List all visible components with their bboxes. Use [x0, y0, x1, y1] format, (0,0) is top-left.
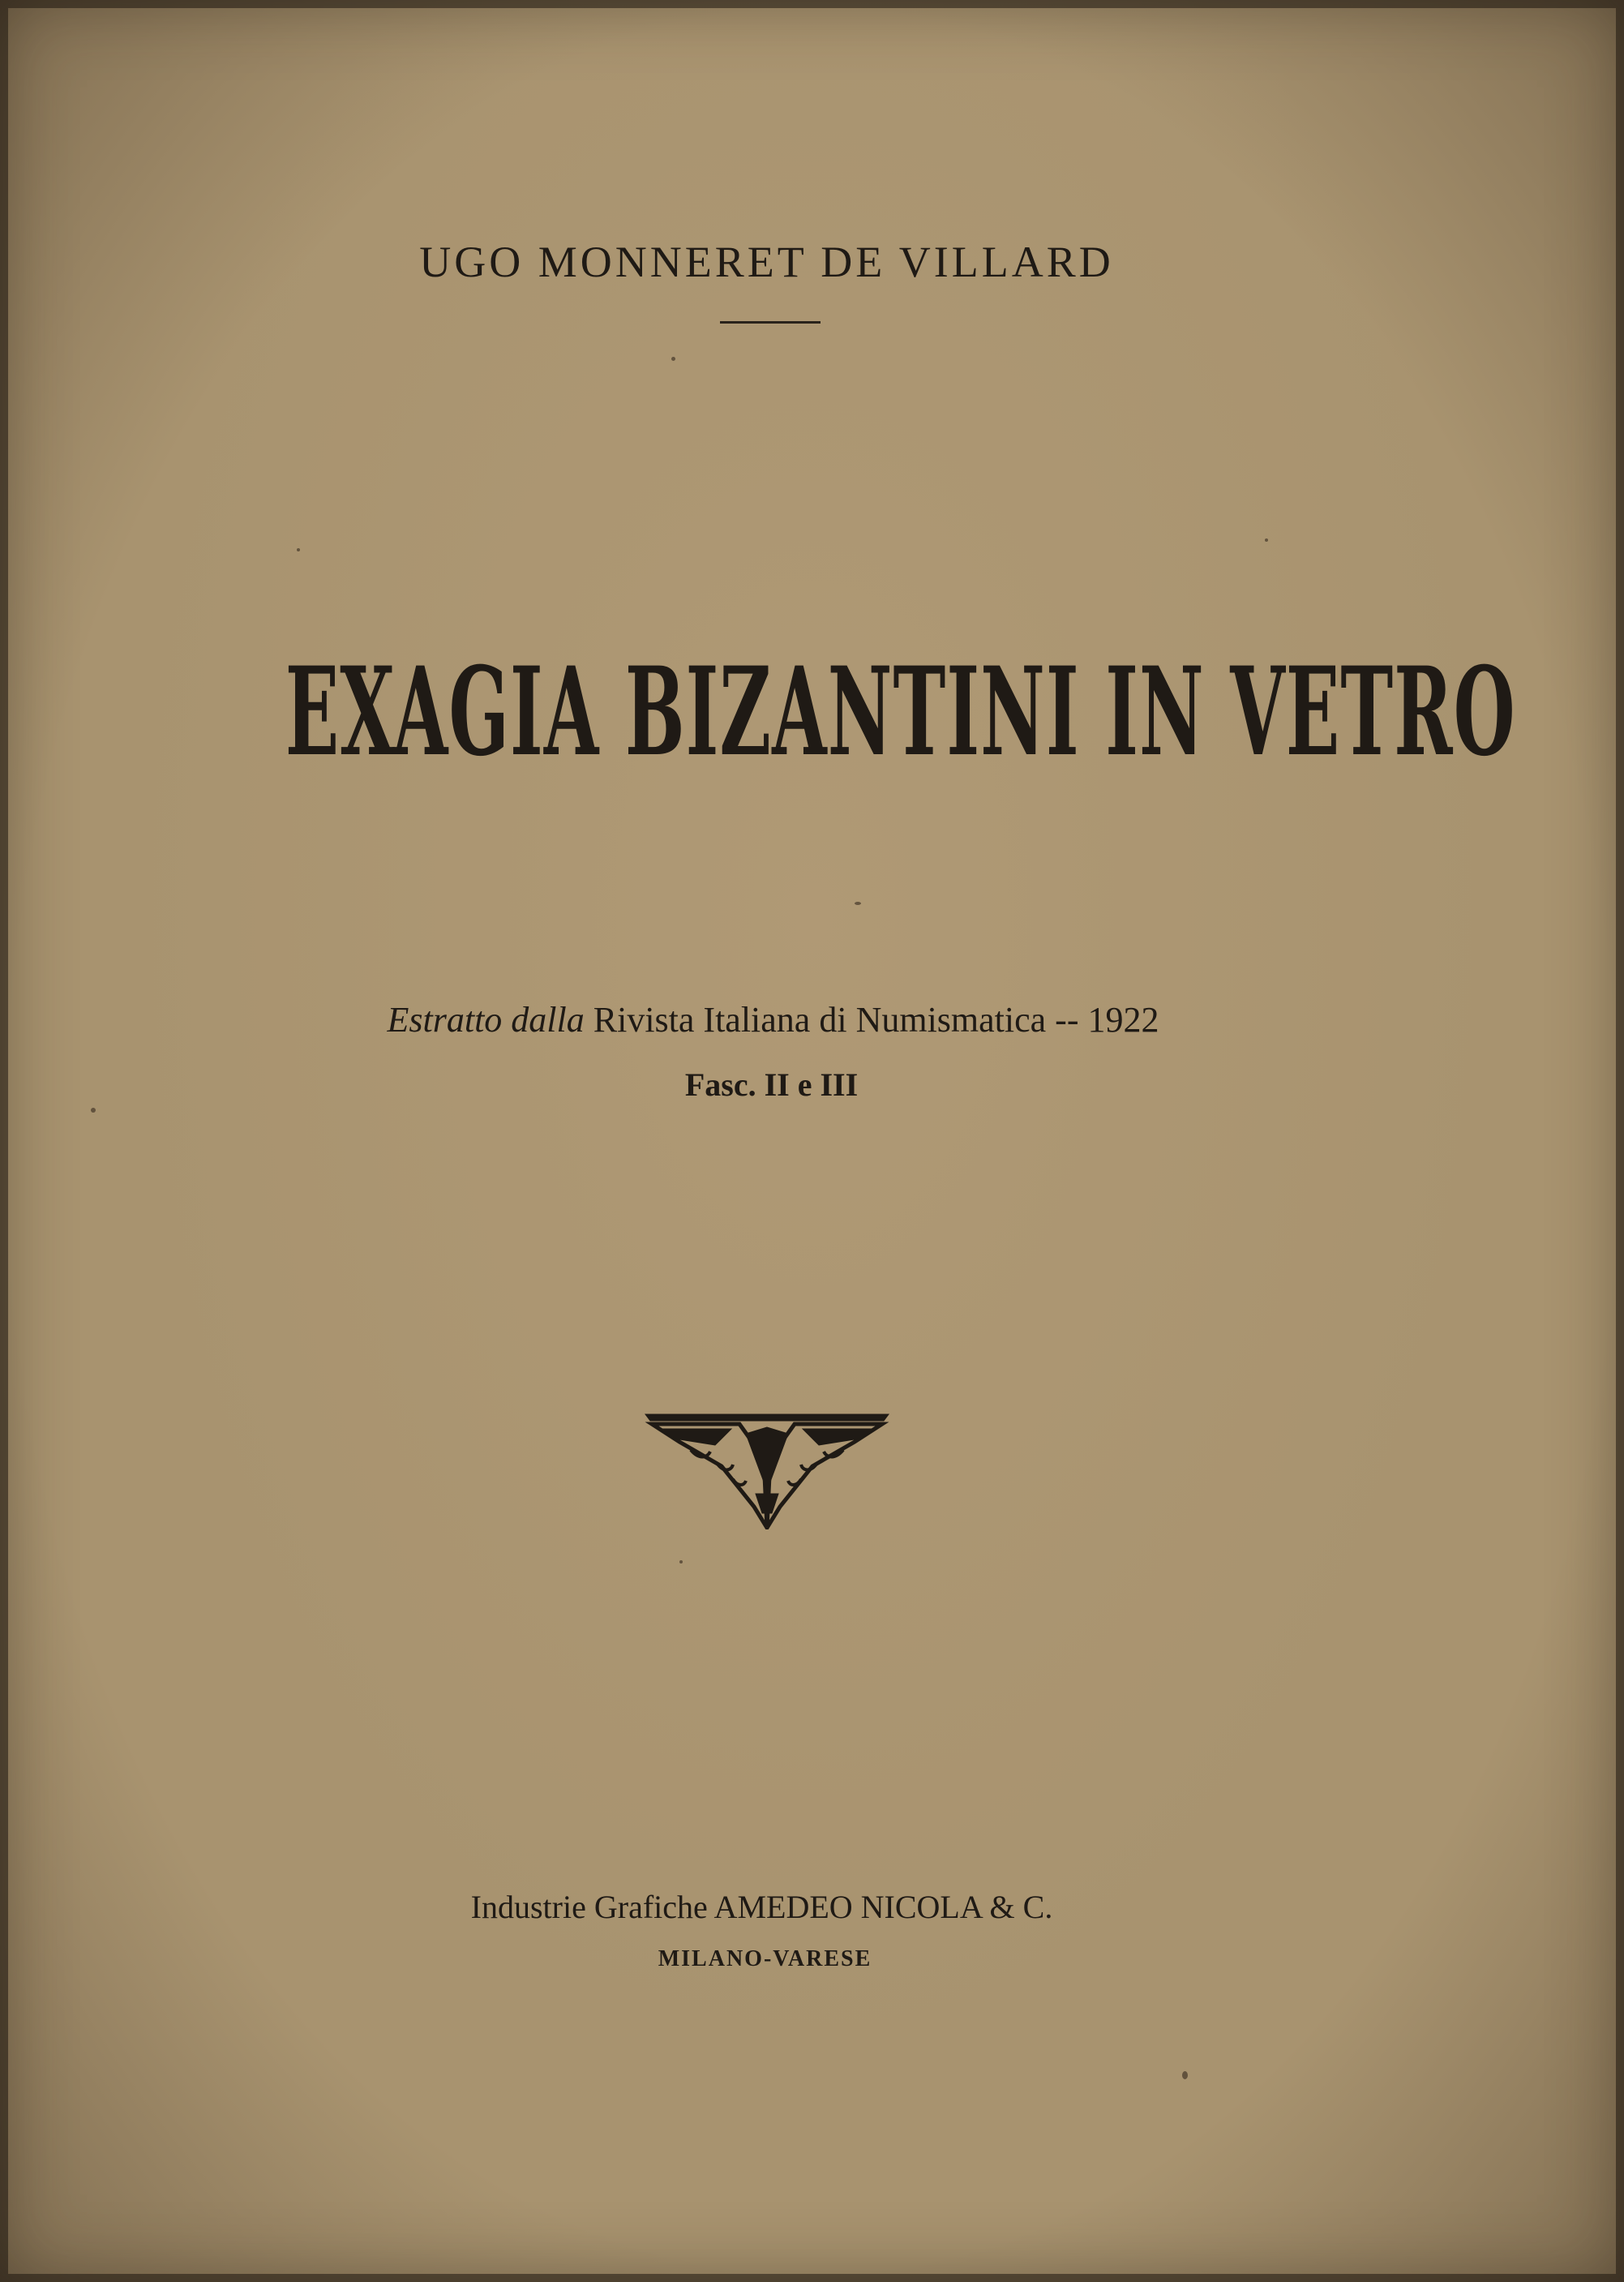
paper-speck	[297, 548, 300, 551]
paper-speck	[855, 902, 861, 905]
extract-prefix: Estratto dalla	[387, 1000, 585, 1040]
paper-speck	[1265, 538, 1268, 542]
author-divider	[720, 321, 821, 324]
paper-speck	[91, 1108, 96, 1113]
journal-name: Rivista Italiana di Numismatica	[593, 1000, 1047, 1040]
publication-year: 1922	[1087, 1000, 1159, 1040]
paper-speck	[679, 1560, 683, 1564]
author-name: UGO MONNERET DE VILLARD	[419, 238, 1114, 286]
issue-number: Fasc. II e III	[684, 1066, 859, 1103]
decorative-fleuron-icon	[642, 1409, 892, 1529]
extract-separator: --	[1055, 1000, 1079, 1040]
paper-speck	[1182, 2071, 1188, 2079]
printer-city: MILANO-VARESE	[658, 1946, 872, 1971]
extract-line	[0, 999, 1585, 1040]
printer-name: Industrie Grafiche AMEDEO NICOLA & C.	[470, 1889, 1053, 1925]
cover-title: EXAGIA BIZANTINI IN VETRO	[285, 641, 1516, 783]
paper-speck	[671, 357, 675, 361]
